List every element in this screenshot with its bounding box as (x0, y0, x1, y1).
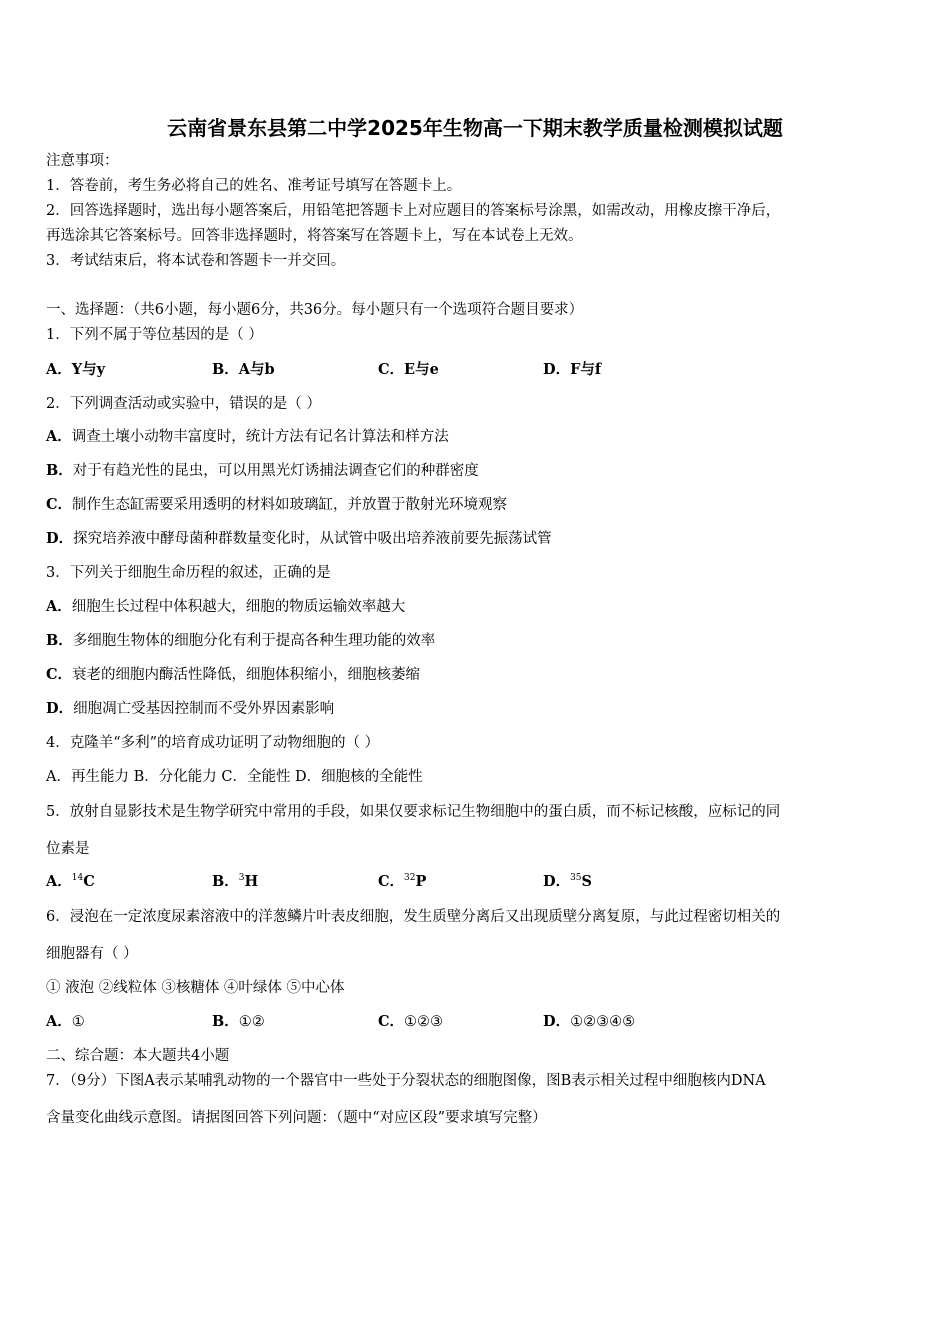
option-key: A． (46, 873, 72, 890)
option-text: A与b (238, 361, 275, 378)
q3-option-b (46, 631, 435, 651)
question-3-stem: 3．下列关于细胞生命历程的叙述，正确的是 (46, 565, 331, 581)
q1-option-a (46, 360, 105, 380)
option-text: 衰老的细胞内酶活性降低，细胞体积缩小，细胞核萎缩 (72, 667, 421, 683)
q3-option-d (46, 699, 334, 719)
option-key: B． (212, 361, 239, 378)
option-key: C． (378, 361, 405, 378)
isotope-mass-number: 3 (238, 873, 245, 884)
option-key: C． (378, 873, 405, 890)
q2-option-c (46, 495, 507, 515)
option-text: 细胞凋亡受基因控制而不受外界因素影响 (73, 701, 335, 717)
option-text: ①②③ (404, 1014, 444, 1030)
q3-option-c (46, 665, 420, 685)
page-title: 云南省景东县第二中学2025年生物高一下期末教学质量检测模拟试题 (167, 116, 783, 140)
option-text: ①②③④⑤ (570, 1014, 636, 1030)
notice-item-1: 1．答卷前，考生务必将自己的姓名、准考证号填写在答题卡上。 (46, 178, 462, 194)
option-text: 探究培养液中酵母菌种群数量变化时，从试管中吸出培养液前要先振荡试管 (73, 531, 552, 547)
option-key: A． (46, 598, 72, 615)
option-key: A． (46, 361, 72, 378)
notice-item-3: 3．考试结束后，将本试卷和答题卡一并交回。 (46, 253, 346, 269)
q1-option-c (378, 360, 439, 380)
q6-option-b (212, 1012, 265, 1032)
notice-heading: 注意事项： (46, 153, 119, 169)
notice-item-2: 2．回答选择题时，选出每小题答案后，用铅笔把答题卡上对应题目的答案标号涂黑，如需改动，用橡皮擦干净后， (46, 203, 781, 219)
question-6-stem-line-2: 细胞器有（ ） (46, 946, 138, 962)
option-key: B． (212, 1013, 239, 1030)
option-text: F与f (570, 361, 602, 378)
option-key: C． (46, 666, 73, 683)
option-key: A． (46, 428, 72, 445)
option-text: Y与y (71, 361, 106, 378)
q1-option-d (543, 360, 601, 380)
q6-option-d (543, 1012, 635, 1032)
option-key: B． (46, 462, 73, 479)
option-text: ① (71, 1014, 85, 1030)
option-text: H (244, 873, 259, 890)
option-text: E与e (404, 361, 439, 378)
option-key: D． (46, 700, 74, 717)
option-text: 制作生态缸需要采用透明的材料如玻璃缸，并放置于散射光环境观察 (72, 497, 508, 513)
question-5-stem-line-2: 位素是 (46, 841, 90, 857)
q6-option-c (378, 1012, 443, 1032)
option-key: D． (543, 361, 571, 378)
q5-option-d (543, 872, 592, 892)
q6-organelle-list: ① 液泡 ②线粒体 ③核糖体 ④叶绿体 ⑤中心体 (46, 980, 345, 996)
question-7-stem-line-1: 7．（9分）下图A表示某哺乳动物的一个器官中一些处于分裂状态的细胞图像，图B表示相关过程中细胞核内DNA (46, 1073, 766, 1089)
option-key: C． (378, 1013, 405, 1030)
question-2-stem: 2．下列调查活动或实验中，错误的是（ ） (46, 396, 321, 412)
q5-option-b (212, 872, 258, 892)
option-text: 对于有趋光性的昆虫，可以用黑光灯诱捕法调查它们的种群密度 (72, 463, 479, 479)
isotope-mass-number: 35 (570, 873, 582, 884)
option-text: 多细胞生物体的细胞分化有利于提高各种生理功能的效率 (72, 633, 436, 649)
option-text: P (415, 873, 427, 890)
isotope-mass-number: 14 (71, 873, 84, 884)
question-7-stem-line-2: 含量变化曲线示意图。请据图回答下列问题：（题中“对应区段”要求填写完整） (46, 1110, 547, 1126)
question-6-stem-line-1: 6．浸泡在一定浓度尿素溶液中的洋葱鳞片叶表皮细胞，发生质壁分离后又出现质壁分离复原，与此过程密切相关的 (46, 909, 781, 925)
option-key: B． (46, 632, 73, 649)
q5-option-a (46, 872, 95, 892)
option-key: B． (212, 873, 239, 890)
option-text: 细胞生长过程中体积越大，细胞的物质运输效率越大 (71, 599, 406, 615)
q3-option-a (46, 597, 405, 617)
section-1-heading: 一、选择题：（共6小题，每小题6分，共36分。每小题只有一个选项符合题目要求） (46, 302, 584, 318)
notice-item-2-cont: 再选涂其它答案标号。回答非选择题时，将答案写在答题卡上，写在本试卷上无效。 (46, 228, 583, 244)
section-2-heading: 二、综合题：本大题共4小题 (46, 1048, 230, 1064)
option-key: D． (46, 530, 74, 547)
q2-option-b (46, 461, 479, 481)
option-key: D． (543, 1013, 571, 1030)
option-key: C． (46, 496, 73, 513)
option-text: S (581, 873, 593, 890)
option-key: D． (543, 873, 571, 890)
option-text: C (83, 873, 95, 890)
isotope-mass-number: 32 (404, 873, 416, 884)
question-5-stem-line-1: 5．放射自显影技术是生物学研究中常用的手段，如果仅要求标记生物细胞中的蛋白质，而不标记核酸，应标记的同 (46, 804, 781, 820)
q2-option-a (46, 427, 449, 447)
question-4-stem: 4．克隆羊“多利”的培育成功证明了动物细胞的（ ） (46, 735, 380, 751)
q2-option-d (46, 529, 552, 549)
question-1-stem: 1．下列不属于等位基因的是（ ） (46, 327, 263, 343)
q6-option-a (46, 1012, 85, 1032)
q1-option-b (212, 360, 275, 380)
option-text: ①② (238, 1014, 265, 1030)
q4-options-line: A．再生能力 B．分化能力 C．全能性 D．细胞核的全能性 (46, 769, 423, 785)
option-key: A． (46, 1013, 72, 1030)
option-text: 调查土壤小动物丰富度时，统计方法有记名计算法和样方法 (71, 429, 449, 445)
q5-option-c (378, 872, 426, 892)
